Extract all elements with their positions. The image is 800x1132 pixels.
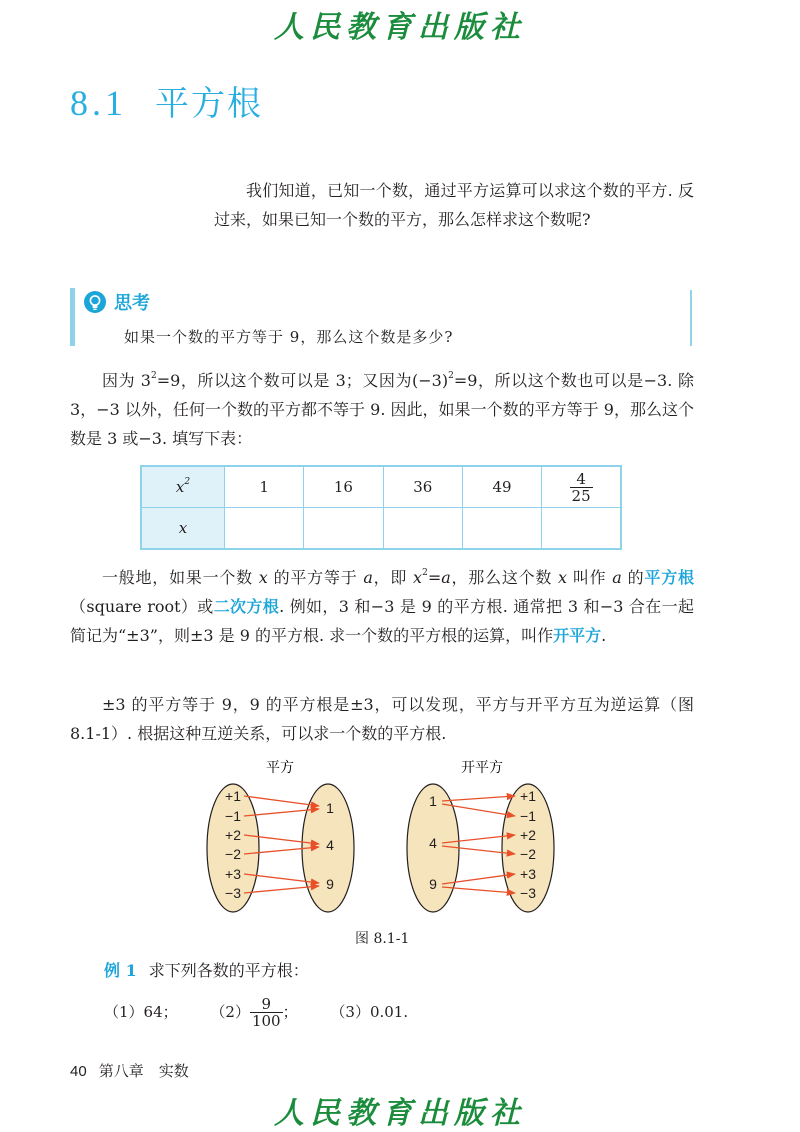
chapter-label: 第八章 实数 bbox=[98, 1063, 189, 1080]
square-label: 1 bbox=[326, 800, 334, 816]
arrow bbox=[244, 796, 319, 806]
root-label: +3 bbox=[520, 866, 536, 882]
mapping-diagram bbox=[190, 758, 570, 932]
exponent: 2 bbox=[448, 371, 454, 381]
root-label: +2 bbox=[520, 827, 536, 843]
example-text: 求下列各数的平方根： bbox=[148, 961, 309, 980]
right-diagram-title: 开平方 bbox=[461, 760, 503, 776]
example-label: 例 1 bbox=[104, 961, 137, 980]
reasoning-text-2: =9，所以这个数可以是 3；又因为(−3) bbox=[156, 371, 449, 390]
publisher-logo-top: 人民教育出版社 bbox=[274, 10, 526, 45]
fraction: $\frac{9}{100}$ bbox=[251, 995, 281, 1030]
definition-text: 一般地，如果一个数 x 的平方等于 a，即 $x^2=a$，那么这个数 x 叫作 a 的平方根（square root）或二次方根. 例如，3 和−3 是 9 的平方根. 通常把 3 和−3 合在一起简记为“±3”，则±3 是 9 的平方根. 求一个数的平方根的运算，叫作开平方. bbox=[70, 568, 694, 645]
table-cell: 36 bbox=[383, 466, 462, 508]
reasoning-text-3: =9，所以这个数也可以是−3. 除 3，−3 以外，任何一个数的平方都不等于 9. 因此，如果一个数的平方等于 9，那么这个数是 3 或−3. 填写下表： bbox=[70, 371, 694, 448]
fill-in-table bbox=[140, 465, 622, 550]
reasoning-paragraph bbox=[70, 366, 694, 453]
section-name: 平方根 bbox=[155, 84, 263, 124]
table-cell-blank[interactable] bbox=[304, 508, 383, 550]
section-number: 8.1 bbox=[70, 83, 127, 123]
table-row bbox=[141, 508, 621, 550]
think-question: 如果一个数的平方等于 9，那么这个数是多少? bbox=[124, 328, 454, 346]
figure-caption: 图 8.1-1 bbox=[355, 931, 410, 947]
mapping-diagram-svg bbox=[190, 758, 570, 928]
table-cell-blank[interactable] bbox=[225, 508, 304, 550]
example-item-3: （3）0.01. bbox=[330, 1002, 409, 1021]
table-cell-blank[interactable] bbox=[462, 508, 541, 550]
root-label: +3 bbox=[225, 866, 241, 882]
root-label: −1 bbox=[225, 808, 241, 824]
page-number: 40 bbox=[70, 1063, 87, 1080]
table-cell-blank[interactable] bbox=[383, 508, 462, 550]
section-title bbox=[70, 76, 263, 125]
table-cell: 16 bbox=[304, 466, 383, 508]
intro-paragraph: 我们知道，已知一个数，通过平方运算可以求这个数的平方. 反过来，如果已知一个数的平方，那么怎样求这个数呢? bbox=[214, 181, 694, 229]
term-quadratic-root: 二次方根 bbox=[213, 597, 280, 616]
table-cell: 49 bbox=[462, 466, 541, 508]
table-row-head-x: x bbox=[141, 508, 225, 550]
arrow bbox=[442, 796, 515, 801]
square-label: 1 bbox=[429, 793, 437, 809]
think-box-left-bar bbox=[70, 288, 75, 346]
definition-paragraph bbox=[70, 563, 694, 650]
root-label: −3 bbox=[225, 885, 241, 901]
square-label: 9 bbox=[326, 876, 334, 892]
root-label: −3 bbox=[520, 885, 536, 901]
page-footer bbox=[70, 1060, 189, 1081]
table-cell-fraction bbox=[542, 466, 621, 508]
fraction: $\frac{4}{25}$ bbox=[571, 469, 591, 505]
term-extract-square-root: 开平方 bbox=[553, 626, 602, 645]
table-row-head-x-squared: $x^2$ bbox=[141, 466, 225, 508]
think-box-right-bar bbox=[690, 290, 692, 346]
root-label: −2 bbox=[225, 846, 241, 862]
exponent: 2 bbox=[150, 371, 157, 381]
square-label: 4 bbox=[326, 837, 334, 853]
example-item-1: （1）64； bbox=[104, 1002, 178, 1021]
left-diagram-title: 平方 bbox=[266, 760, 294, 776]
publisher-logo-bottom: 人民教育出版社 bbox=[274, 1096, 526, 1131]
think-title: 思考 bbox=[114, 293, 150, 314]
table-cell-blank[interactable] bbox=[542, 508, 621, 550]
square-label: 4 bbox=[429, 835, 437, 851]
root-label: +2 bbox=[225, 827, 241, 843]
example-heading bbox=[104, 958, 309, 981]
root-label: −2 bbox=[520, 846, 536, 862]
example-items bbox=[104, 996, 436, 1029]
root-label: +1 bbox=[520, 788, 536, 804]
table-cell: 1 bbox=[225, 466, 304, 508]
lightbulb-icon bbox=[84, 291, 106, 313]
root-label: +1 bbox=[225, 788, 241, 804]
example-item-2: （2） $\frac{9}{100}$ ； bbox=[210, 995, 298, 1030]
square-label: 9 bbox=[429, 876, 437, 892]
inverse-paragraph: ±3 的平方等于 9，9 的平方根是±3，可以发现，平方与开平方互为逆运算（图 8.1-1）. 根据这种互逆关系，可以求一个数的平方根. bbox=[70, 695, 694, 743]
table-row bbox=[141, 466, 621, 508]
term-square-root: 平方根 bbox=[644, 568, 694, 587]
root-label: −1 bbox=[520, 808, 536, 824]
reasoning-text-1: 因为 3 bbox=[102, 371, 151, 390]
